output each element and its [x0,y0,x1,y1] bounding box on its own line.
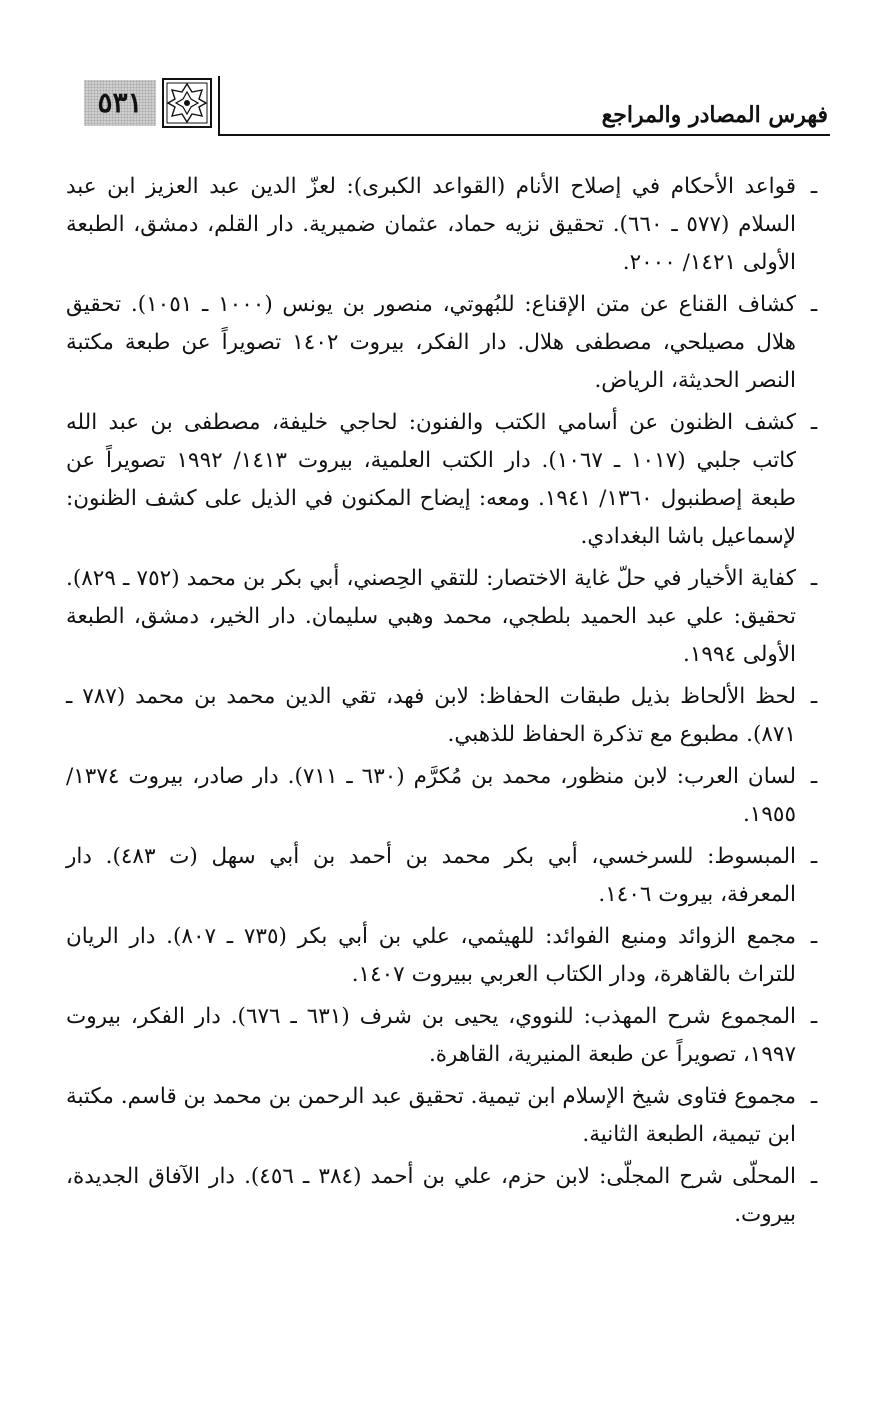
bibliography-entry [66,678,826,754]
bibliography-entry [66,918,826,994]
entry-text: قواعد الأحكام في إصلاح الأنام (القواعد الكبرى): لعزّ الدين عبد العزيز ابن عبد السلام (٥٧٧ ـ ٦٦٠). تحقيق نزيه حماد، عثمان ضميرية. دار القلم، دمشق، الطبعة الأولى ١٤٢١/ ٢٠٠٠. [66,174,796,275]
bibliography-list [66,168,826,1238]
bibliography-entry [66,404,826,556]
entry-text: كشاف القناع عن متن الإقناع: للبُهوتي، منصور بن يونس (١٠٠٠ ـ ١٠٥١). تحقيق هلال مصيلحي، مصطفى هلال. دار الفكر، بيروت ١٤٠٢ تصويراً عن طبعة مكتبة النصر الحديثة، الرياض. [66,292,797,393]
geometric-ornament-icon [162,78,212,128]
bibliography-entry [66,168,826,282]
bibliography-entry [66,838,826,914]
entry-marker: ـ [810,684,818,709]
running-head-title: فهرس المصادر والمراجع [601,102,828,128]
header-horizontal-rule [218,134,830,136]
entry-marker: ـ [810,292,818,317]
entry-marker: ـ [810,566,818,591]
entry-marker: ـ [810,1004,818,1029]
entry-marker: ـ [810,764,818,789]
entry-marker: ـ [810,1164,818,1189]
entry-text: المبسوط: للسرخسي، أبي بكر محمد بن أحمد بن أبي سهل (ت ٤٨٣). دار المعرفة، بيروت ١٤٠٦. [66,844,796,907]
entry-marker: ـ [810,174,818,199]
bibliography-entry [66,1158,826,1234]
bibliography-entry [66,998,826,1074]
entry-text: لحظ الألحاظ بذيل طبقات الحفاظ: لابن فهد، تقي الدين محمد بن محمد (٧٨٧ ـ ٨٧١). مطبوع مع تذكرة الحفاظ للذهبي. [66,684,796,747]
entry-text: كشف الظنون عن أسامي الكتب والفنون: لحاجي خليفة، مصطفى بن عبد الله كاتب جلبي (١٠١٧ ـ ١٠٦٧). دار الكتب العلمية، بيروت ١٤١٣/ ١٩٩٢ تصويراً عن طبعة إصطنبول ١٣٦٠/ ١٩٤١. ومعه: إيضاح المكنون في الذيل على كشف الظنون: لإسماعيل باشا البغدادي. [66,410,797,549]
entry-marker: ـ [810,410,818,435]
entry-text: المحلّى شرح المجلّى: لابن حزم، علي بن أحمد (٣٨٤ ـ ٤٥٦). دار الآفاق الجديدة، بيروت. [66,1164,797,1227]
header-vertical-rule [218,76,220,136]
entry-text: لسان العرب: لابن منظور، محمد بن مُكرَّم (٦٣٠ ـ ٧١١). دار صادر، بيروت ١٣٧٤/ ١٩٥٥. [66,764,797,827]
entry-text: كفاية الأخيار في حلّ غاية الاختصار: للتقي الحِصني، أبي بكر بن محمد (٧٥٢ ـ ٨٢٩). تحقيق: علي عبد الحميد بلطجي، محمد وهبي سليمان. دار الخير، دمشق، الطبعة الأولى ١٩٩٤. [66,566,796,667]
entry-text: مجموع فتاوى شيخ الإسلام ابن تيمية. تحقيق عبد الرحمن بن محمد بن قاسم. مكتبة ابن تيمية، الطبعة الثانية. [66,1084,796,1147]
bibliography-entry [66,560,826,674]
entry-text: المجموع شرح المهذب: للنووي، يحيى بن شرف (٦٣١ ـ ٦٧٦). دار الفكر، بيروت ١٩٩٧، تصويراً عن طبعة المنيرية، القاهرة. [66,1004,797,1067]
entry-marker: ـ [810,844,818,869]
bibliography-entry [66,286,826,400]
bibliography-entry [66,1078,826,1154]
page-number: ٥٣١ [84,80,156,126]
entry-marker: ـ [810,1084,818,1109]
page-header [78,72,830,144]
entry-marker: ـ [810,924,818,949]
bibliography-entry [66,758,826,834]
entry-text: مجمع الزوائد ومنبع الفوائد: للهيثمي، علي بن أبي بكر (٧٣٥ ـ ٨٠٧). دار الريان للتراث بالقاهرة، ودار الكتاب العربي ببيروت ١٤٠٧. [66,924,796,987]
